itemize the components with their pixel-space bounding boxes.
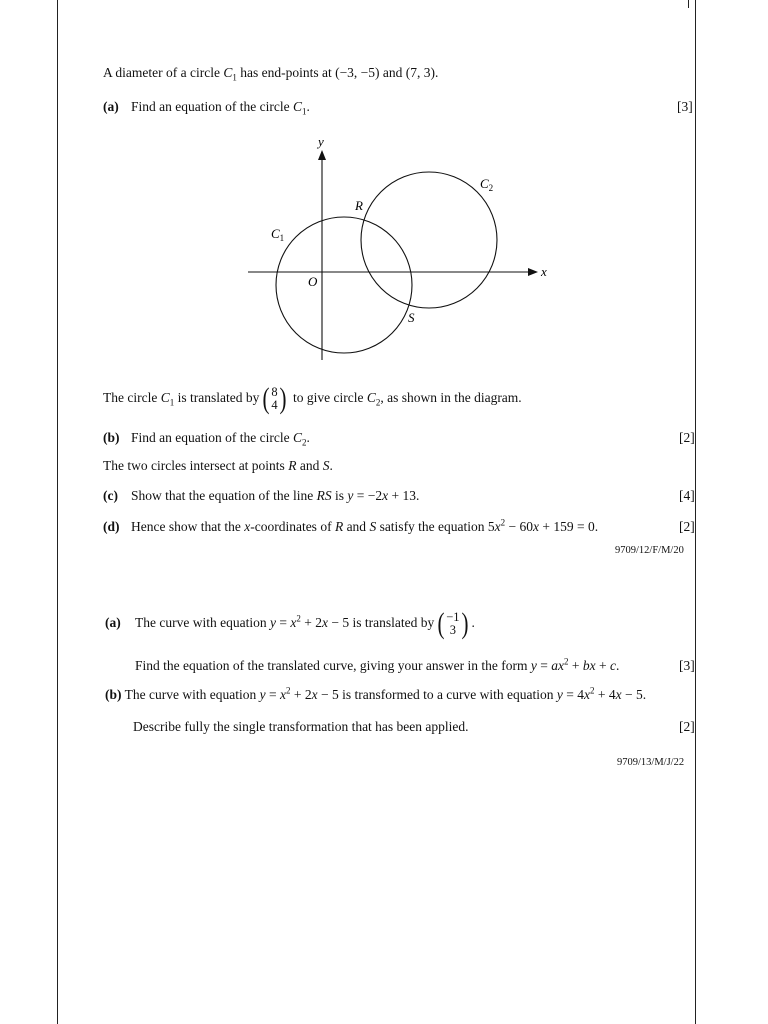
translation-vector: ( 8 4 ): [262, 381, 287, 415]
q1-part-a: (a) Find an equation of the circle $C_1$.: [103, 99, 310, 117]
circle-c1: [276, 217, 412, 353]
part-label-b: (b): [103, 430, 120, 445]
right-margin-rule: [695, 0, 696, 1024]
q1-c-marks: [4]: [679, 488, 695, 503]
x-axis-arrowhead: [528, 268, 538, 276]
q2-part-b-instruction: Describe fully the single transformation that has been applied.: [133, 719, 469, 734]
part-label-a: (a): [103, 99, 119, 114]
point-s-label: S: [408, 310, 415, 325]
circle-c2: [361, 172, 497, 308]
q1-part-b: (b) Find an equation of the circle $C_2$.: [103, 430, 310, 448]
q1-a-marks: [3]: [677, 99, 693, 114]
y-axis-arrowhead: [318, 150, 326, 160]
q2-b-marks: [2]: [679, 719, 695, 734]
q2-part-a: (a) The curve with equation $y = x^2 + 2x - 5$ is translated by ( −1 3 ) .: [105, 606, 475, 640]
q2-paper-reference: 9709/13/M/J/22: [617, 757, 685, 768]
part-label-d: (d): [103, 519, 120, 534]
q1-intersect: The two circles intersect at points R and S.: [103, 458, 333, 473]
q1-part-c: (c) Show that the equation of the line RS is y = −2x + 13.: [103, 488, 420, 503]
q1-translation: The circle $C_1$ is translated by ( 8 4 ) to give circle $C_2$, as shown in the diagram.: [103, 381, 522, 415]
origin-label: O: [308, 274, 318, 289]
q1-intro: A diameter of a circle $C_1$ has end-points at (−3, −5) and (7, 3).: [103, 65, 439, 83]
point-r-label: R: [355, 198, 363, 213]
c2-label: $C_2$: [480, 176, 494, 193]
q2-part-b: (b) The curve with equation $y = x^2 + 2x - 5$ is transformed to a curve with equation $y = 4x^2 + 4x - 5$.: [105, 685, 647, 702]
part-label-a: (a): [105, 615, 121, 630]
q1-d-marks: [2]: [679, 519, 695, 534]
top-right-tick: [688, 0, 689, 8]
part-label-b: (b): [105, 687, 122, 702]
y-axis-label: y: [318, 134, 324, 149]
translation-vector: ( −1 3 ): [437, 606, 469, 640]
x-axis-label: x: [541, 264, 547, 279]
left-margin-rule: [57, 0, 58, 1024]
q1-part-d: (d) Hence show that the x-coordinates of R and S satisfy the equation $5x^2 - 60x + 159 = 0$.: [103, 517, 599, 534]
c1-label: $C_1$: [271, 226, 285, 243]
q1-b-marks: [2]: [679, 430, 695, 445]
q2-a-marks: [3]: [679, 658, 695, 673]
q2-part-a-instruction: Find the equation of the translated curve, giving your answer in the form $y = ax^2$ + bx + c.: [135, 656, 620, 673]
part-label-c: (c): [103, 488, 118, 503]
q1-paper-reference: 9709/12/F/M/20: [615, 545, 684, 556]
